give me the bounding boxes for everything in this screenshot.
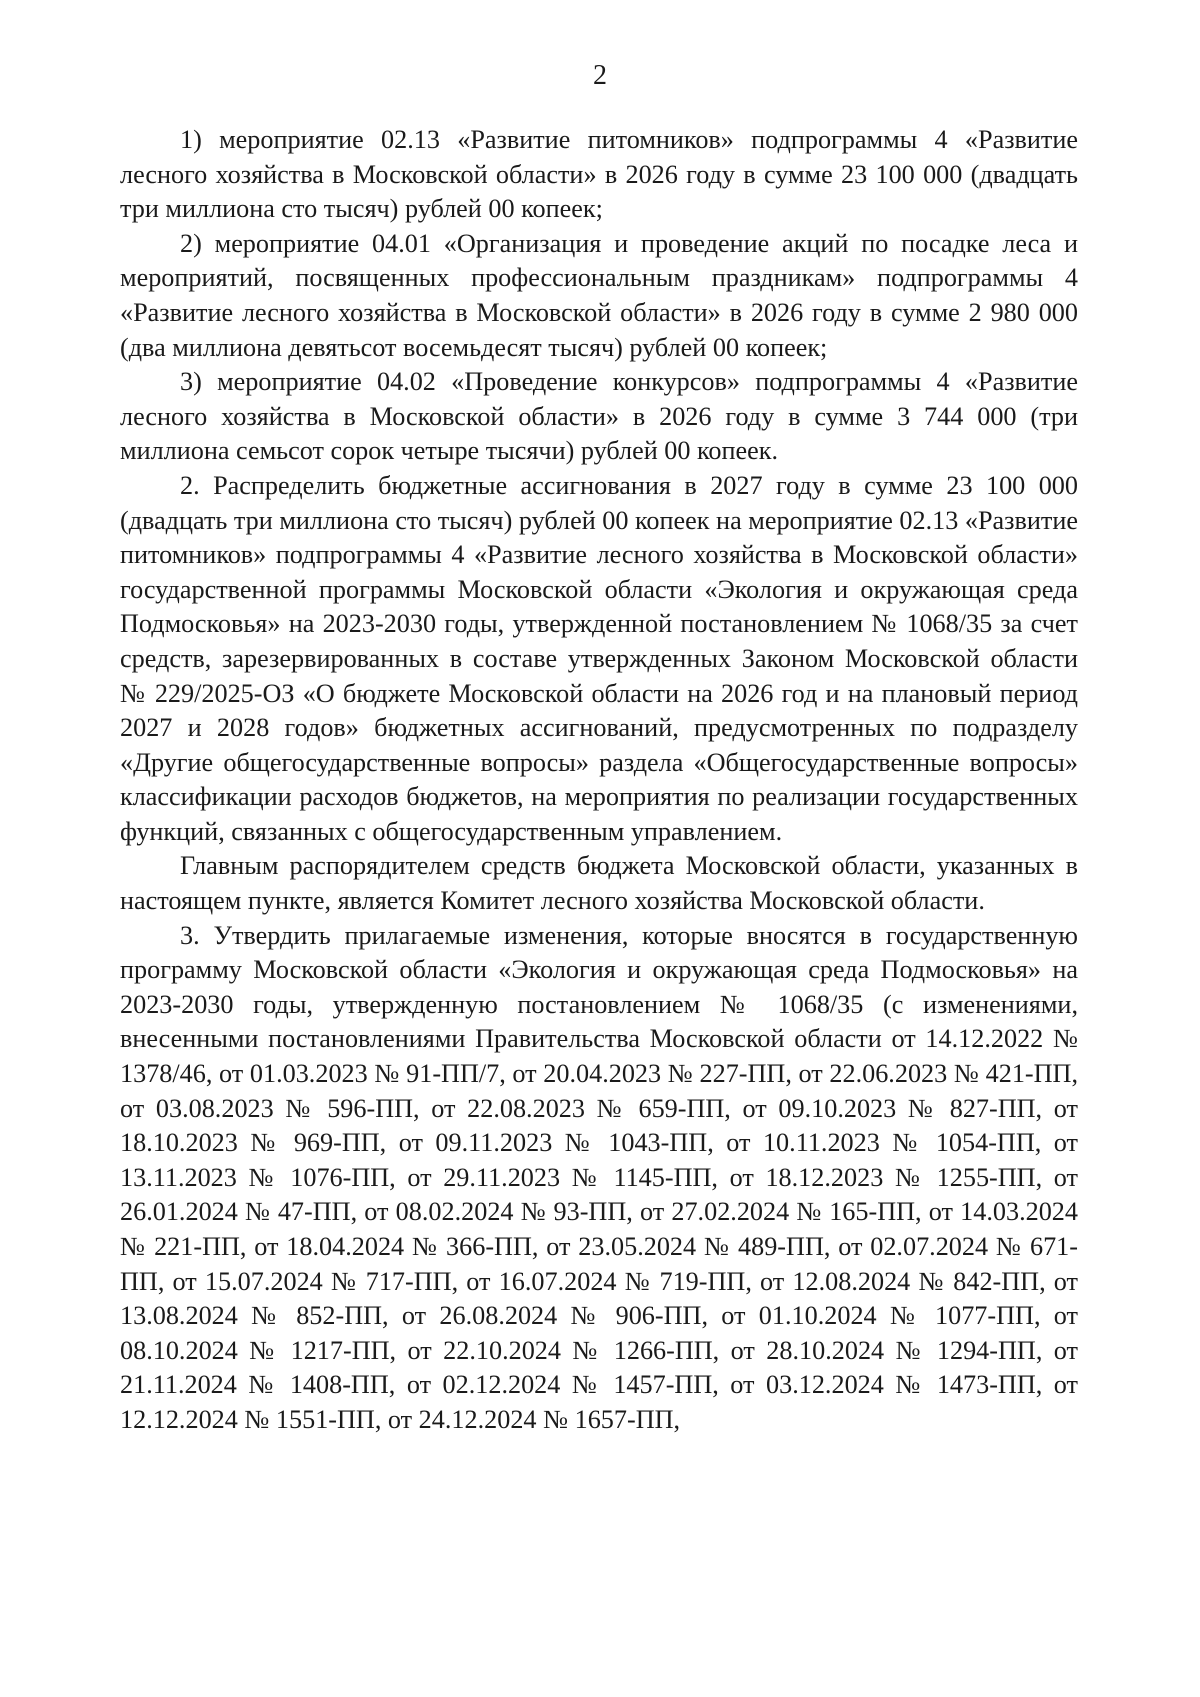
document-body — [120, 123, 1078, 1438]
paragraph-chief-administrator: Главным распорядителем средств бюджета Московской области, указанных в настоящем пункте, является Комитет лесного хозяйства Московской области. — [120, 851, 1078, 916]
paragraph-point-3: 3. Утвердить прилагаемые изменения, которые вносятся в государственную программу Московской области «Экология и окружающая среда Подмосковья» на 2023-2030 годы, утвержденную постановлением № 1068/35 (с изменениями, внесенными постановлениями Правительства Московской области от 14.12.2022 № 1378/46, от 01.03.2023 № 91-ПП/7, от 20.04.2023 № 227-ПП, от 22.06.2023 № 421-ПП, от 03.08.2023 № 596-ПП, от 22.08.2023 № 659-ПП, от 09.10.2023 № 827-ПП, от 18.10.2023 № 969-ПП, от 09.11.2023 № 1043-ПП, от 10.11.2023 № 1054-ПП, от 13.11.2023 № 1076-ПП, от 29.11.2023 № 1145-ПП, от 18.12.2023 № 1255-ПП, от 26.01.2024 № 47-ПП, от 08.02.2024 № 93-ПП, от 27.02.2024 № 165-ПП, от 14.03.2024 № 221-ПП, от 18.04.2024 № 366-ПП, от 23.05.2024 № 489-ПП, от 02.07.2024 № 671-ПП, от 15.07.2024 № 717-ПП, от 16.07.2024 № 719-ПП, от 12.08.2024 № 842-ПП, от 13.08.2024 № 852-ПП, от 26.08.2024 № 906-ПП, от 01.10.2024 № 1077-ПП, от 08.10.2024 № 1217-ПП, от 22.10.2024 № 1266-ПП, от 28.10.2024 № 1294-ПП, от 21.11.2024 № 1408-ПП, от 02.12.2024 № 1457-ПП, от 03.12.2024 № 1473-ПП, от 12.12.2024 № 1551-ПП, от 24.12.2024 № 1657-ПП, — [120, 920, 1078, 1434]
paragraph-item-1: 1) мероприятие 02.13 «Развитие питомников» подпрограммы 4 «Развитие лесного хозяйства в Московской области» в 2026 году в сумме 23 100 000 (двадцать три миллиона сто тысяч) рублей 00 копеек; — [120, 125, 1078, 224]
paragraph-item-3: 3) мероприятие 04.02 «Проведение конкурсов» подпрограммы 4 «Развитие лесного хозяйства в Московской области» в 2026 году в сумме 3 744 000 (три миллиона семьсот сорок четыре тысячи) рублей 00 копеек. — [120, 367, 1078, 466]
paragraph-item-2: 2) мероприятие 04.01 «Организация и проведение акций по посадке леса и мероприятий, посвященных профессиональным праздникам» подпрограммы 4 «Развитие лесного хозяйства в Московской области» в 2026 году в сумме 2 980 000 (два миллиона девятьсот восемьдесят тысяч) рублей 00 копеек; — [120, 228, 1078, 362]
page-number: 2 — [593, 60, 607, 91]
paragraph-point-2: 2. Распределить бюджетные ассигнования в 2027 году в сумме 23 100 000 (двадцать три миллиона сто тысяч) рублей 00 копеек на мероприятие 02.13 «Развитие питомников» подпрограммы 4 «Развитие лесного хозяйства в Московской области» государственной программы Московской области «Экология и окружающая среда Подмосковья» на 2023-2030 годы, утвержденной постановлением № 1068/35 за счет средств, зарезервированных в составе утвержденных Законом Московской области № 229/2025-ОЗ «О бюджете Московской области на 2026 год и на плановый период 2027 и 2028 годов» бюджетных ассигнований, предусмотренных по подразделу «Другие общегосударственные вопросы» раздела «Общегосударственные вопросы» классификации расходов бюджетов, на мероприятия по реализации государственных функций, связанных с общегосударственным управлением. — [120, 470, 1078, 846]
